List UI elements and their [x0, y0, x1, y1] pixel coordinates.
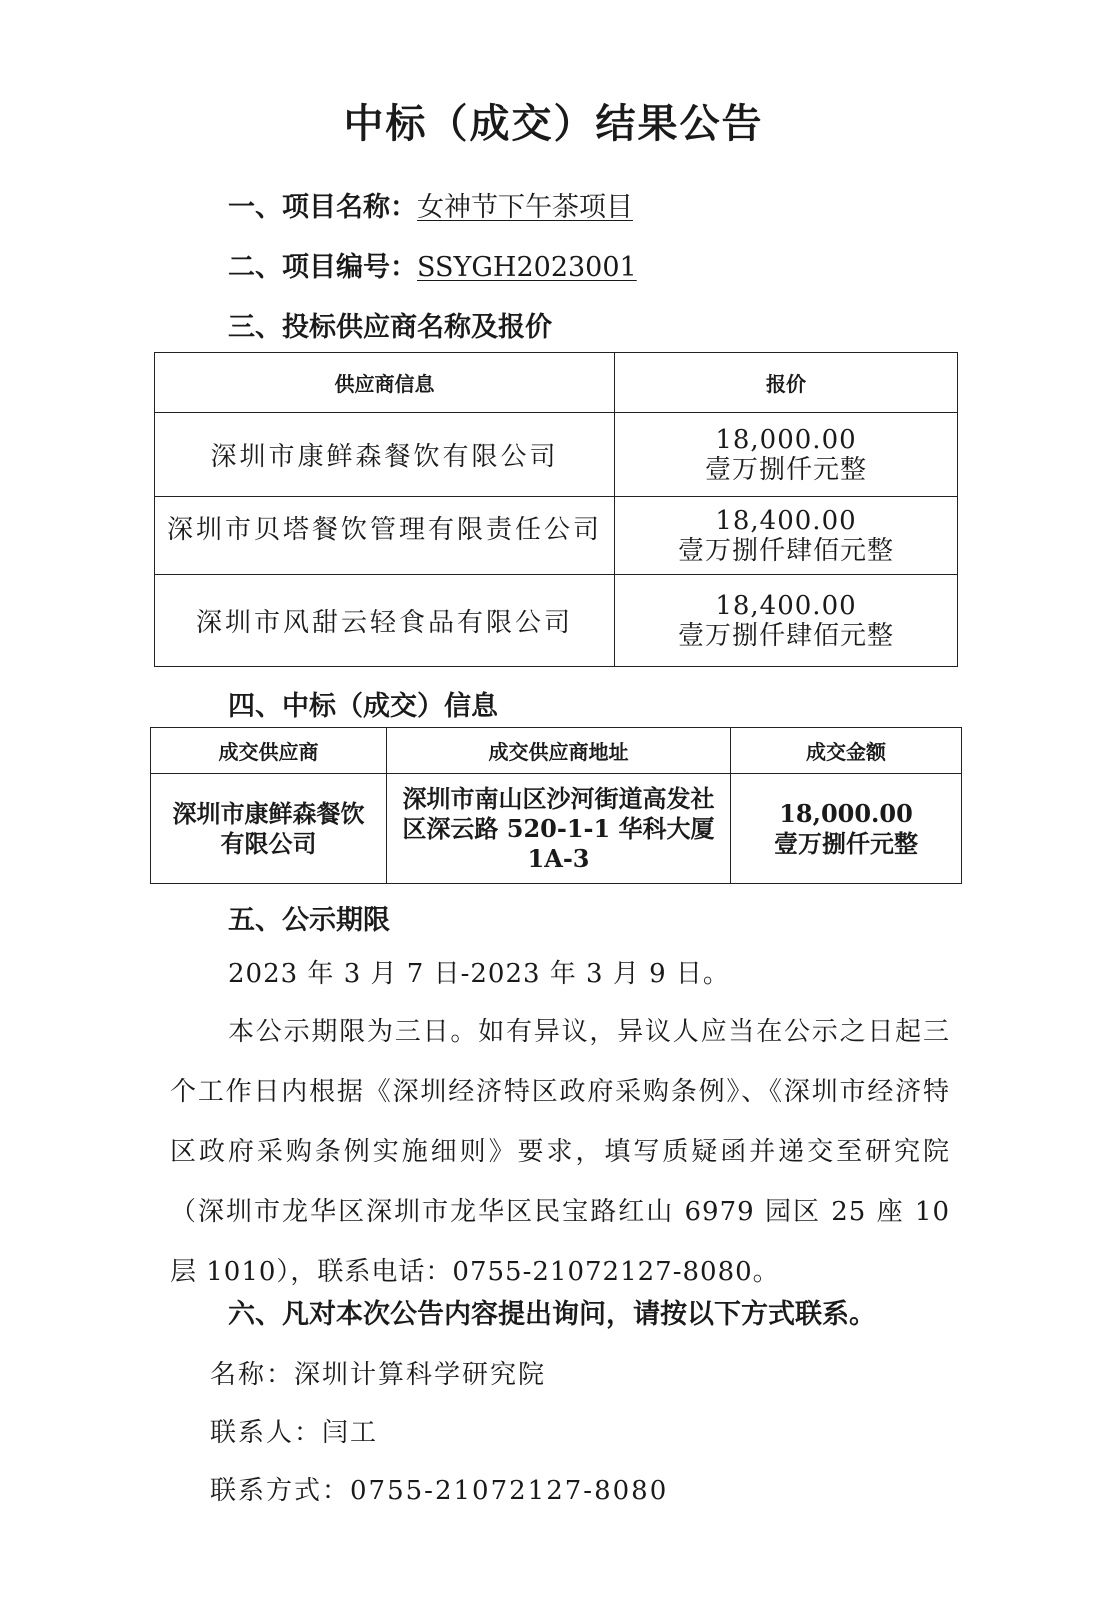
- bid-amount: 18,400.00: [715, 505, 857, 536]
- bids-table: [154, 352, 958, 667]
- project-number-line: [228, 245, 637, 284]
- bid-amount: 18,400.00: [715, 590, 857, 621]
- supplier-name-text: 深圳市贝塔餐饮管理有限责任公司: [166, 514, 602, 545]
- supplier-name: [155, 497, 615, 575]
- bid-price-cell: [615, 575, 958, 667]
- project-number-label: 二、项目编号：: [228, 252, 417, 283]
- bids-table-header: [155, 353, 958, 413]
- project-name-label: 一、项目名称：: [228, 192, 417, 223]
- award-amount-words: 壹万捌仟元整: [774, 828, 918, 858]
- inquiry-heading: 六、凡对本次公告内容提出询问，请按以下方式联系。: [228, 1299, 876, 1330]
- notice-period: 2023 年 3 月 7 日-2023 年 3 月 9 日。: [228, 959, 730, 989]
- page-title: 中标（成交）结果公告: [343, 101, 764, 147]
- award-amount: 18,000.00: [779, 798, 913, 828]
- award-supplier: 深圳市康鲜森餐饮有限公司: [151, 774, 387, 884]
- supplier-name: 深圳市风甜云轻食品有限公司: [155, 575, 615, 667]
- contact-method: 联系方式：0755-21072127-8080: [210, 1476, 669, 1506]
- header-supplier-info: 供应商信息: [155, 353, 615, 413]
- notice-period-heading: 五、公示期限: [228, 905, 390, 936]
- table-row: [151, 774, 962, 884]
- project-number-value: SSYGH2023001: [417, 252, 637, 283]
- header-award-supplier: 成交供应商: [151, 728, 387, 774]
- bid-amount-words: 壹万捌仟肆佰元整: [677, 535, 894, 566]
- header-price: 报价: [615, 353, 958, 413]
- bid-price-cell: [615, 497, 958, 575]
- award-heading: 四、中标（成交）信息: [228, 691, 498, 722]
- project-name-line: [228, 185, 633, 224]
- table-row: [155, 413, 958, 497]
- award-address: 深圳市南山区沙河街道高发社区深云路 520-1-1 华科大厦 1A-3: [387, 774, 731, 884]
- supplier-name: 深圳市康鲜森餐饮有限公司: [155, 413, 615, 497]
- table-row: [155, 575, 958, 667]
- project-name-value: 女神节下午茶项目: [417, 192, 633, 223]
- organization-name: 名称：深圳计算科学研究院: [210, 1360, 547, 1390]
- contact-person: 联系人：闫工: [210, 1418, 379, 1448]
- award-table-header: [151, 728, 962, 774]
- award-table: [150, 727, 962, 884]
- header-award-amount: 成交金额: [731, 728, 962, 774]
- award-amount-cell: [731, 774, 962, 884]
- table-row: [155, 497, 958, 575]
- bid-price-cell: [615, 413, 958, 497]
- header-award-address: 成交供应商地址: [387, 728, 731, 774]
- bid-amount-words: 壹万捌仟肆佰元整: [677, 620, 894, 651]
- bids-heading: 三、投标供应商名称及报价: [228, 312, 552, 343]
- objection-notice: 本公示期限为三日。如有异议，异议人应当在公示之日起三个工作日内根据《深圳经济特区政府采购条例》、《深圳市经济特区政府采购条例实施细则》要求，填写质疑函并递交至研究院（深圳市龙华区深圳市龙华区民宝路红山 6979 园区 25 座 10 层 1010），联系电话：0755-21072127-8080。: [170, 1017, 950, 1287]
- bid-amount: 18,000.00: [715, 424, 857, 455]
- bid-amount-words: 壹万捌仟元整: [704, 454, 867, 485]
